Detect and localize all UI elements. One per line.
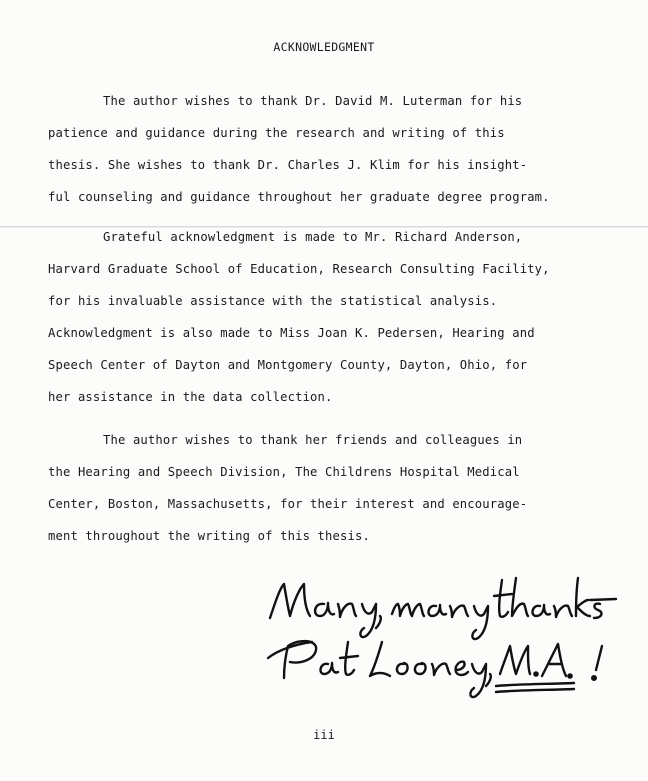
paragraph-line: thesis. She wishes to thank Dr. Charles J. Klim for his insight- [48,158,528,172]
paragraph-line: ful counseling and guidance throughout her graduate degree program. [48,190,550,204]
paragraph-line: The author wishes to thank Dr. David M. Luterman for his [103,94,523,108]
paragraph-line: for his invaluable assistance with the statistical analysis. [48,294,498,308]
handwriting-stroke [456,662,468,675]
handwriting-stroke [370,642,390,676]
handwriting-stroke [499,580,508,617]
handwriting-stroke [360,604,376,637]
handwriting-stroke [340,656,358,658]
handwriting-stroke [554,606,572,617]
page-heading: ACKNOWLEDGMENT [273,40,375,54]
handwriting-stroke [486,674,491,686]
handwriting-stroke [496,683,574,686]
handwriting-stroke [590,599,616,600]
handwriting-stroke [496,689,574,692]
handwriting-stroke [512,578,528,616]
paragraph-line: ment throughout the writing of this thesis. [48,529,370,543]
handwriting-stroke [270,584,310,618]
handwriting-stroke [429,605,446,616]
paragraph-line: patience and guidance during the research and writing of this [48,126,505,140]
handwriting-stroke [470,664,486,697]
paragraph-line: Center, Boston, Massachusetts, for their interest and encourage- [48,497,528,511]
handwriting-dot [592,676,596,680]
paragraph-line: Acknowledgment is also made to Miss Joan K. Pedersen, Hearing and [48,326,535,340]
handwriting-dot [568,674,571,677]
paragraph-line: Grateful acknowledgment is made to Mr. Richard Anderson, [103,230,523,244]
handwriting-stroke [432,664,450,675]
paragraph-2 [48,221,623,413]
handwritten-signature [262,570,622,720]
page-number: iii [313,728,335,742]
paragraph-line: her assistance in the data collection. [48,390,333,404]
paragraph-line: the Hearing and Speech Division, The Childrens Hospital Medical [48,465,520,479]
handwriting-stroke [315,603,334,616]
handwriting-stroke [594,604,601,618]
handwriting-stroke [533,605,550,616]
paragraph-line: Harvard Graduate School of Education, Research Consulting Facility, [48,262,550,276]
paragraph-1 [48,85,623,213]
paragraph-line: The author wishes to thank her friends and colleagues in [103,433,523,447]
handwriting-stroke [450,606,468,617]
paragraph-3 [48,424,623,552]
handwriting-stroke [500,646,530,674]
handwriting-stroke [397,663,408,674]
handwriting-dot [534,672,537,675]
handwriting-stroke [415,663,426,674]
handwriting-stroke [494,594,512,596]
handwriting-stroke [392,604,424,616]
handwriting-stroke [576,578,590,616]
handwriting-stroke [321,663,338,674]
handwriting-stroke [338,604,356,617]
handwriting-stroke [472,606,488,639]
paragraph-line: Speech Center of Dayton and Montgomery County, Dayton, Ohio, for [48,358,528,372]
handwriting-stroke [376,616,381,628]
handwriting-stroke [596,646,602,670]
handwriting-stroke [542,644,566,676]
